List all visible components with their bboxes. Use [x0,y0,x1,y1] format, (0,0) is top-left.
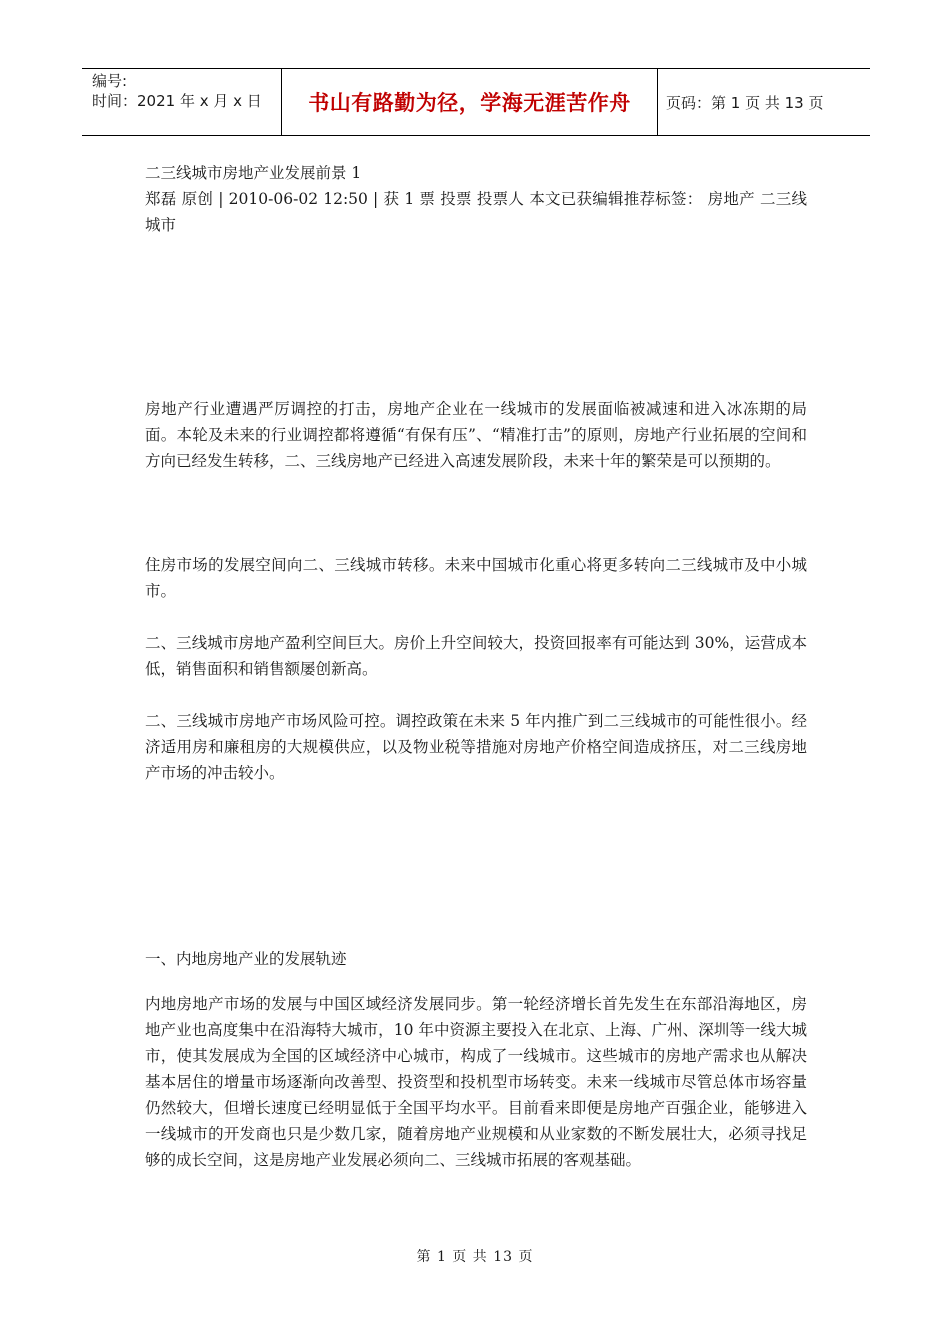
paragraph-profit-space: 二、三线城市房地产盈利空间巨大。房价上升空间较大，投资回报率有可能达到 30%，运营成本低，销售面积和销售额屡创新高。 [145,634,807,678]
header-motto-cell [282,69,658,135]
section-heading: 一、内地房地产业的发展轨迹 [145,950,347,968]
paragraph-housing-shift: 住房市场的发展空间向二、三线城市转移。未来中国城市化重心将更多转向二三线城市及中小城市。 [145,556,807,600]
document-number-label: 编号: [92,72,128,90]
paragraph-risk-control: 二、三线城市房地产市场风险可控。调控政策在未来 5 年内推广到二三线城市的可能性很小。经济适用房和廉租房的大规模供应，以及物业税等措施对房地产价格空间造成挤压，对二三线房地产市场的冲击较小。 [145,712,807,782]
document-header [82,68,870,136]
article-body [145,160,807,1173]
article-meta: 郑磊 原创 | 2010-06-02 12:50 | 获 1 票 投票 投票人 本文已获编辑推荐标签： 房地产 二三线城市 [145,190,807,234]
header-motto: 书山有路勤为径，学海无涯苦作舟 [308,91,631,115]
footer-page-number: 第 1 页 共 13 页 [416,1249,534,1265]
document-date: 时间：2021 年 x 月 x 日 [92,92,262,110]
article-title: 二三线城市房地产业发展前景 1 [145,164,362,182]
header-page-info: 页码：第 1 页 共 13 页 [666,93,824,112]
page-footer [0,1246,950,1266]
header-info-cell [82,69,282,135]
paragraph-intro: 房地产行业遭遇严厉调控的打击，房地产企业在一线城市的发展面临被减速和进入冰冻期的局面。本轮及未来的行业调控都将遵循“有保有压”、“精准打击”的原则，房地产行业拓展的空间和方向已经发生转移，二、三线房地产已经进入高速发展阶段，未来十年的繁荣是可以预期的。 [145,400,807,470]
paragraph-development-track: 内地房地产市场的发展与中国区域经济发展同步。第一轮经济增长首先发生在东部沿海地区，房地产业也高度集中在沿海特大城市，10 年中资源主要投入在北京、上海、广州、深圳等一线大城市，使其发展成为全国的区域经济中心城市，构成了一线城市。这些城市的房地产需求也从解决基本居住的增量市场逐渐向改善型、投资型和投机型市场转变。未来一线城市尽管总体市场容量仍然较大，但增长速度已经明显低于全国平均水平。目前看来即便是房地产百强企业，能够进入一线城市的开发商也只是少数几家，随着房地产业规模和从业家数的不断发展壮大，必须寻找足够的成长空间，这是房地产业发展必须向二、三线城市拓展的客观基础。 [145,995,807,1169]
header-page-cell [658,69,870,135]
